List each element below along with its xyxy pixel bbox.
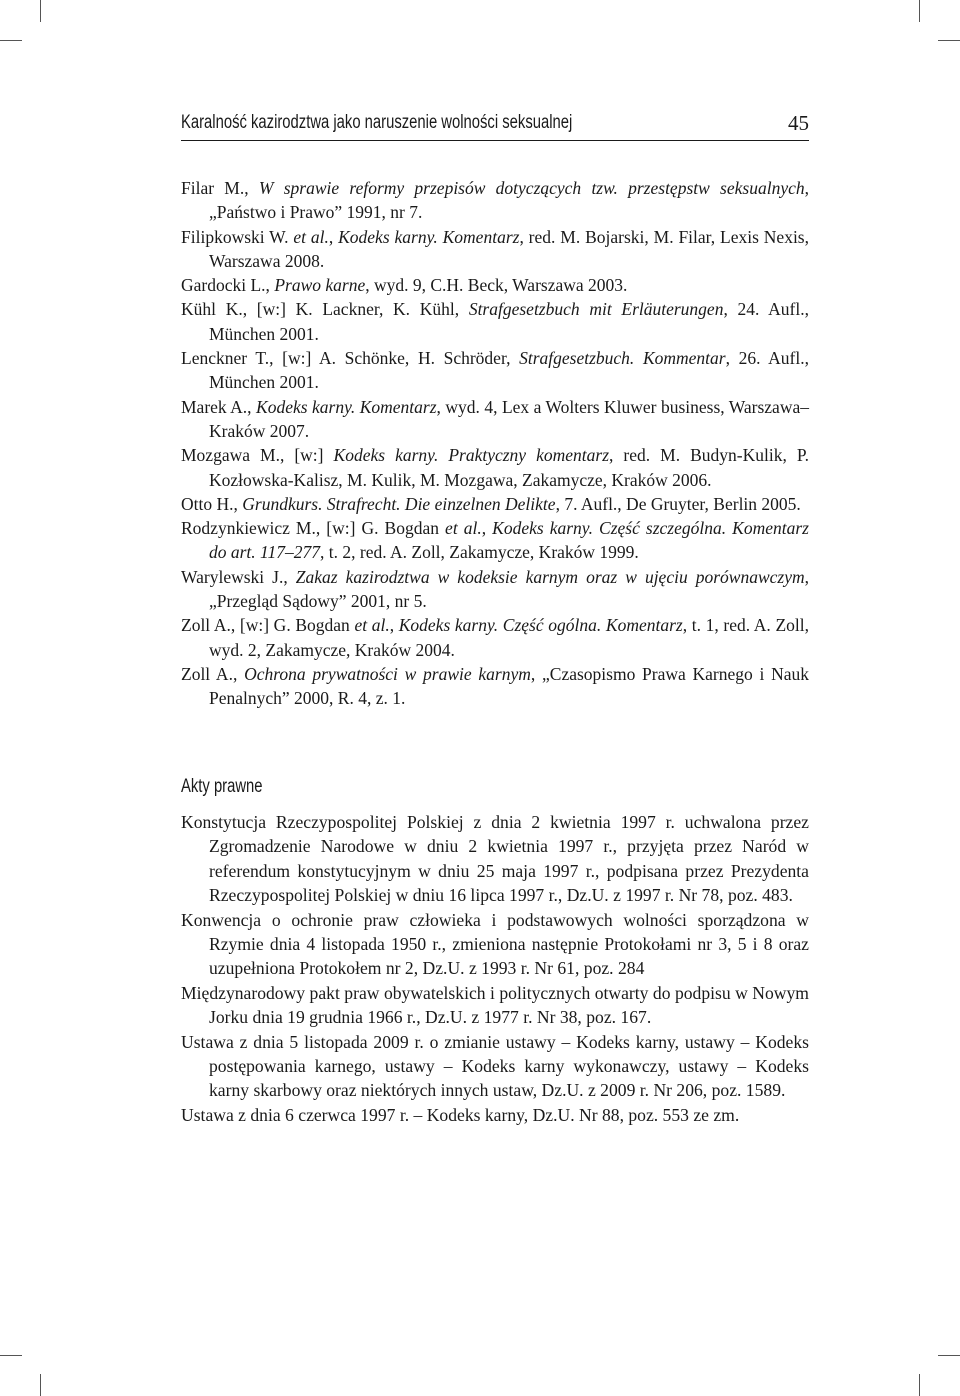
crop-mark [919,1374,920,1396]
reference-entry [181,613,809,662]
reference-title: W sprawie reformy przepisów dotyczących tzw. przestępstw seksualnych [258,178,805,198]
reference-entry [181,1030,809,1103]
reference-entry [181,565,809,614]
running-title: Karalność kazirodztwa jako naruszenie wolności seksualnej [181,112,573,133]
reference-title: Ochrona prywatności w prawie karnym [244,663,531,684]
reference-text: Filar M., [181,178,259,198]
reference-title: et al. [445,518,482,539]
reference-text: , 7. Aufl., De Gruyter, Berlin 2005. [555,493,801,514]
reference-title: Kodeks karny. Część szczególna. Komentarz do art. 117–277 [209,518,809,563]
reference-text: Konstytucja Rzeczypospolitej Polskiej z dnia 2 kwietnia 1997 r. uchwalona przez Zgromadzenie Narodowe w dniu 2 kwietnia 1997 r., przyjęta przez Naród w referendum konstytucyjnym w dniu 25 maja 1997 r., podpisana przez Prezydenta Rzeczypospolitej Polskiej w dniu 16 lipca 1997 r., Dz.U. z 1997 r. Nr 78, poz. 483. [181,812,809,906]
reference-title: Kodeks karny. Część ogólna. Komentarz [398,615,683,636]
crop-mark [919,0,920,22]
reference-text: Mozgawa M., [w:] [181,445,334,466]
crop-mark [938,40,960,41]
reference-entry [181,516,809,565]
reference-text: Konwencja o ochronie praw człowieka i podstawowych wolności sporządzona w Rzymie dnia 4 listopada 1950 r., zmieniona następnie Protokołami nr 3, 5 i 8 oraz uzupełniona Protokołem nr 2, Dz.U. z 1993 r. Nr 61, poz. 284 [181,909,809,979]
reference-text: Ustawa z dnia 5 listopada 2009 r. o zmianie ustawy – Kodeks karny, ustawy – Kodeks postępowania karnego, ustawy – Kodeks karny wykonawczy, ustawy – Kodeks karny skarbowy oraz niektórych innych ustaw, Dz.U. z 2009 r. Nr 206, poz. 1589. [181,1031,809,1101]
reference-text: Ustawa z dnia 6 czerwca 1997 r. – Kodeks karny, Dz.U. Nr 88, poz. 553 ze zm. [181,1104,740,1125]
reference-text: , wyd. 4, Lex a Wolters Kluwer business, Warszawa–Kraków 2007. [209,396,809,441]
crop-mark [40,1374,41,1396]
reference-title: Kodeks karny. Komentarz [338,226,520,247]
reference-text: , red. M. Bojarski, M. Filar, Lexis Nexis, Warszawa 2008. [209,226,809,271]
bibliography-list [181,176,809,711]
reference-entry [181,810,809,908]
reference-title: Prawo karne [274,275,366,296]
reference-text: , t. 2, red. A. Zoll, Zakamycze, Kraków 1999. [320,542,639,563]
crop-mark [40,0,41,22]
reference-text: Marek A., [181,396,257,417]
running-header [181,110,809,141]
crop-mark [938,1355,960,1356]
reference-title: Strafgesetzbuch mit Erläuterungen [468,299,724,320]
reference-entry [181,908,809,981]
reference-entry [181,346,809,395]
reference-entry [181,981,809,1030]
reference-entry [181,273,809,297]
reference-title: Zakaz kazirodztwa w kodeksie karnym oraz w ujęciu porównawczym [295,566,805,587]
reference-title: Strafgesetzbuch. Kommentar [519,348,726,369]
reference-text: Kühl K., [w:] K. Lackner, K. Kühl, [181,299,469,320]
reference-text: , „Czasopismo Prawa Karnego i Nauk Penalnych” 2000, R. 4, z. 1. [209,663,810,709]
reference-title: Grundkurs. Strafrecht. Die einzelnen Delikte [242,493,556,514]
legal-acts-list [181,810,809,1127]
reference-text: , wyd. 9, C.H. Beck, Warszawa 2003. [365,275,628,296]
reference-text: , red. M. Budyn-Kulik, P. Kozłowska-Kalisz, M. Kulik, M. Mozgawa, Zakamycze, Kraków 2006. [209,445,810,490]
reference-title: et al. [293,226,329,247]
reference-text: , [328,226,339,247]
reference-entry [181,395,809,444]
reference-text: , „Przegląd Sądowy” 2001, nr 5. [209,566,809,612]
reference-text: , 24. Aufl., München 2001. [209,299,809,344]
reference-entry [181,1103,809,1127]
reference-text: Warylewski J., [181,566,296,587]
reference-text: , 26. Aufl., München 2001. [209,348,809,393]
crop-mark [0,40,22,41]
reference-entry [181,443,809,492]
reference-title: Kodeks karny. Praktyczny komentarz [333,445,610,466]
reference-text: , „Państwo i Prawo” 1991, nr 7. [209,178,809,223]
reference-text: , t. 1, red. A. Zoll, wyd. 2, Zakamycze, Kraków 2004. [209,615,809,660]
reference-entry [181,225,809,274]
reference-text: , [389,615,399,636]
reference-text: Zoll A., [181,663,245,684]
reference-text: Międzynarodowy pakt praw obywatelskich i politycznych otwarty do podpisu w Nowym Jorku dnia 19 grudnia 1966 r., Dz.U. z 1977 r. Nr 38, poz. 167. [181,982,809,1028]
reference-text: Gardocki L., [181,275,275,296]
reference-text: , [481,518,493,539]
reference-entry [181,176,809,225]
crop-mark [0,1355,22,1356]
reference-entry [181,492,809,516]
reference-entry [181,297,809,346]
reference-entry [181,662,809,711]
reference-text: Otto H., [181,493,243,514]
reference-title: Kodeks karny. Komentarz [256,396,437,417]
reference-text: Lenckner T., [w:] A. Schönke, H. Schröder, [181,348,520,369]
reference-title: et al. [354,615,390,636]
reference-text: Rodzynkiewicz M., [w:] G. Bogdan [181,518,446,539]
section-heading-legal-acts: Akty prawne [181,776,263,797]
reference-text: Zoll A., [w:] G. Bogdan [181,615,355,636]
page-number: 45 [788,111,809,135]
reference-text: Filipkowski W. [181,226,294,247]
